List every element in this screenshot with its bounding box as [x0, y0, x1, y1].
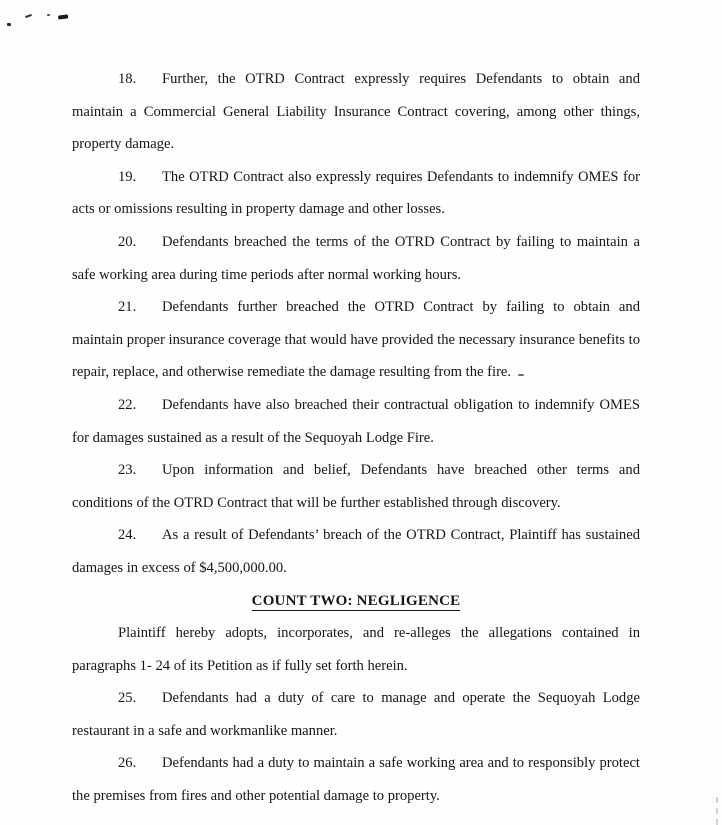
paragraph-text: Defendants further breached the OTRD Contract by failing to obtain and maintain proper insurance coverage that would have provided the necessary insurance benefits to repair, replace, and otherwise remediate the damage resulting from the fire.: [72, 299, 640, 381]
paragraph-26: [72, 747, 640, 812]
paragraph-text: Upon information and belief, Defendants have breached other terms and conditions of the OTRD Contract that will be further established through discovery.: [72, 462, 640, 511]
paragraph-19: [72, 161, 640, 226]
paragraph-text: Defendants had a duty of care to manage and operate the Sequoyah Lodge restaurant in a safe and workmanlike manner.: [72, 690, 640, 739]
paragraph-text: Further, the OTRD Contract expressly requires Defendants to obtain and maintain a Commercial General Liability Insurance Contract covering, among other things, property damage.: [72, 71, 640, 153]
paragraph-number: 24.: [118, 527, 137, 544]
page-edge-artifact: [716, 797, 718, 825]
paragraph-text: Plaintiff hereby adopts, incorporates, and re-alleges the allegations contained in paragraphs 1- 24 of its Petition as if fully set forth herein.: [72, 625, 640, 674]
paragraph-text: Defendants breached the terms of the OTRD Contract by failing to maintain a safe working area during time periods after normal working hours.: [72, 233, 640, 283]
paragraph-number: 21.: [118, 299, 137, 316]
paragraph-number: 18.: [118, 71, 137, 87]
paragraph-number: 26.: [118, 755, 137, 772]
paragraph-number: 23.: [118, 462, 137, 479]
scan-mark: [7, 23, 11, 26]
paragraph-18: [72, 63, 640, 161]
scan-mark: [25, 14, 32, 18]
count-two-heading-text: COUNT TWO: NEGLIGENCE: [251, 592, 461, 609]
scan-mark: [58, 14, 68, 19]
petition-body-text: [72, 63, 640, 813]
paragraph-21: [72, 291, 640, 389]
paragraph-25: [72, 682, 640, 747]
paragraph-23: [72, 454, 640, 519]
paragraph-number: 25.: [118, 690, 137, 707]
paragraph-number: 20.: [118, 233, 137, 250]
paragraph-number: 19.: [118, 168, 137, 185]
paragraph-text: As a result of Defendants’ breach of the OTRD Contract, Plaintiff has sustained damages in excess of $4,500,000.00.: [72, 527, 640, 576]
paragraph-24: [72, 519, 640, 584]
paragraph-text: Defendants have also breached their contractual obligation to indemnify OMES for damages sustained as a result of the Sequoyah Lodge Fire.: [72, 396, 640, 446]
paragraph-text: Defendants had a duty to maintain a safe working area and to responsibly protect the premises from fires and other potential damage to property.: [72, 755, 640, 805]
paragraph-22: [72, 389, 640, 454]
scan-mark: [47, 14, 50, 16]
paragraph-20: [72, 226, 640, 291]
count-two-heading: [72, 585, 640, 618]
paragraph-number: 22.: [118, 396, 137, 413]
paragraph-text: The OTRD Contract also expressly requires Defendants to indemnify OMES for acts or omissions resulting in property damage and other losses.: [72, 168, 640, 218]
paragraph-realleges: [72, 617, 640, 682]
